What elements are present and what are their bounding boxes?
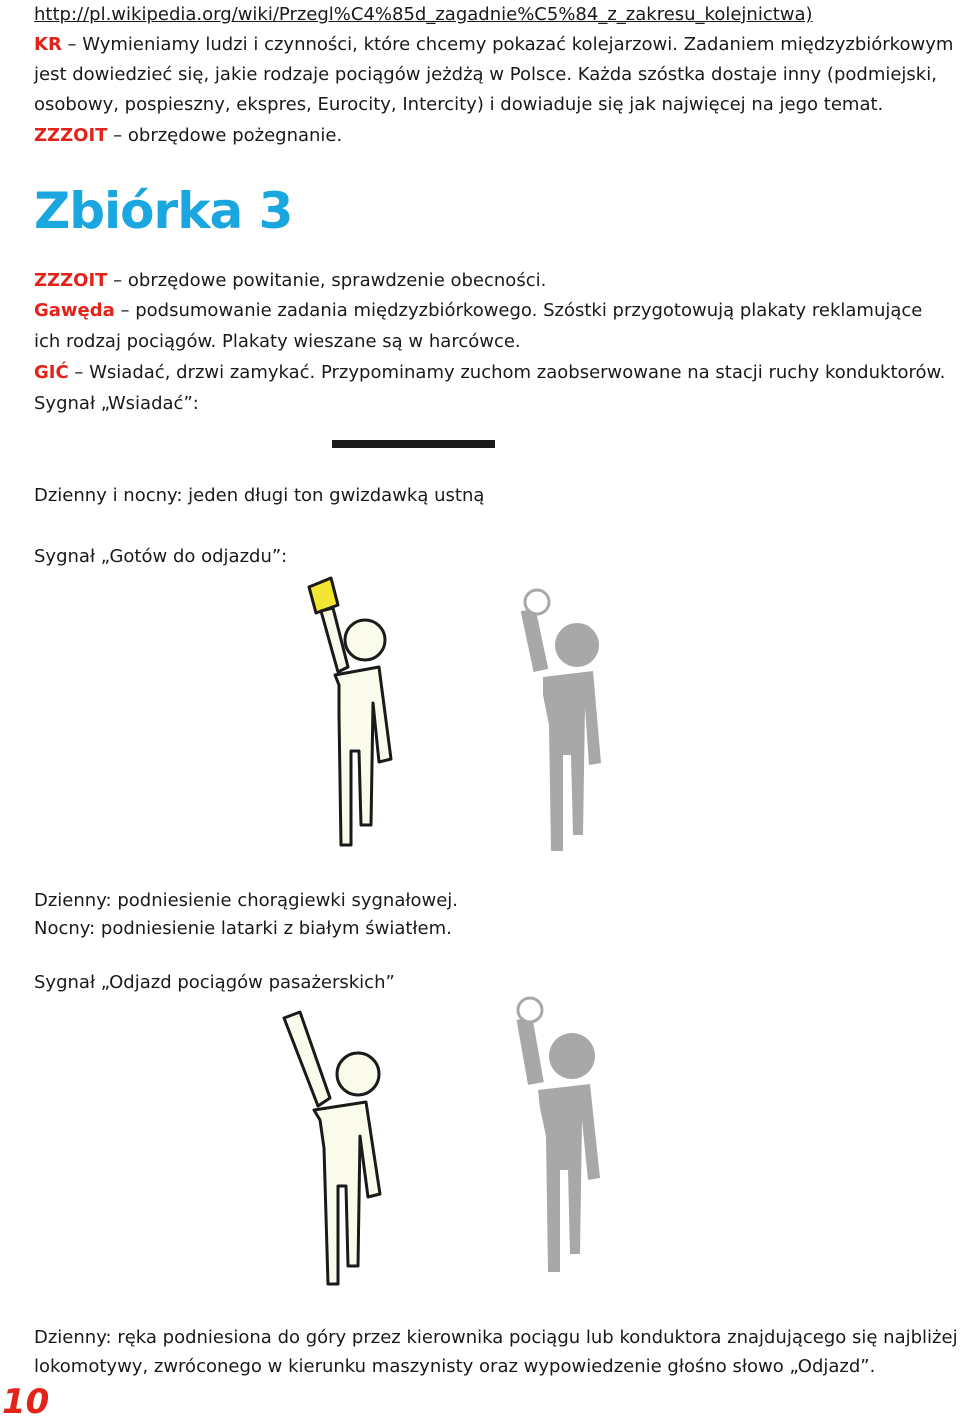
gaweda-text-1: – podsumowanie zadania międzyzbiórkowego. Szóstki przygotowują plakaty reklamujące [114, 300, 923, 321]
page-number: 10 [2, 1382, 50, 1422]
signal-2-title: Sygnał „Gotów do odjazdu”: [34, 546, 288, 567]
signal-1-description: Dzienny i nocny: jeden długi ton gwizdawką ustną [34, 485, 485, 506]
zzzoit-label-2: ZZZOIT [34, 270, 108, 291]
gic-line [34, 358, 945, 388]
conductor-flag-figure [295, 575, 415, 865]
signal-2-day-description: Dzienny: podniesienie chorągiewki sygnałowej. [34, 890, 458, 911]
zzzoit-farewell [34, 121, 342, 151]
kr-label: KR [34, 34, 62, 55]
conductor-lamp-figure-2 [508, 992, 628, 1287]
gic-label: GIĆ [34, 362, 69, 383]
gaweda-line-1 [34, 296, 922, 326]
long-tone-dash [332, 440, 495, 448]
conductor-raised-hand-figure [278, 1008, 408, 1300]
gic-text: – Wsiadać, drzwi zamykać. Przypominamy zuchom zaobserwowane na stacji ruchy konduktorów. [68, 362, 946, 383]
kr-paragraph-line-1 [34, 30, 953, 60]
source-url[interactable]: http://pl.wikipedia.org/wiki/Przegl%C4%85d_zagadnie%C5%84_z_zakresu_kolejnictwa) [34, 4, 813, 25]
signal-3-title: Sygnał „Odjazd pociągów pasażerskich” [34, 972, 395, 993]
gaweda-label: Gawęda [34, 300, 115, 321]
signal-1-title: Sygnał „Wsiadać”: [34, 393, 199, 414]
zzzoit-farewell-text: – obrzędowe pożegnanie. [107, 125, 343, 146]
kr-paragraph-line-3: osobowy, pospieszny, ekspres, Eurocity, Intercity) i dowiaduje się jak najwięcej na jego temat. [34, 94, 884, 115]
zzzoit-label: ZZZOIT [34, 125, 108, 146]
source-link[interactable] [34, 0, 813, 30]
zzzoit-greeting-text: – obrzędowe powitanie, sprawdzenie obecności. [107, 270, 547, 291]
kr-paragraph-line-2: jest dowiedzieć się, jakie rodzaje pociągów jeżdżą w Polsce. Każda szóstka dostaje inny (podmiejski, [34, 64, 937, 85]
lamp-icon [525, 590, 549, 614]
signal-3-description-1: Dzienny: ręka podniesiona do góry przez kierownika pociągu lub konduktora znajdującego się najbliżej [34, 1327, 958, 1348]
section-title: Zbiórka 3 [34, 182, 293, 240]
signal-3-description-2: lokomotywy, zwróconego w kierunku maszynisty oraz wypowiedzenie głośno słowo „Odjazd”. [34, 1356, 876, 1377]
conductor-lamp-figure [515, 585, 635, 865]
gaweda-line-2: ich rodzaj pociągów. Plakaty wieszane są w harcówce. [34, 331, 521, 352]
kr-text-1: – Wymieniamy ludzi i czynności, które chcemy pokazać kolejarzowi. Zadaniem międzyzbiórkowym [61, 34, 954, 55]
lamp-icon-2 [518, 998, 542, 1022]
signal-2-night-description: Nocny: podniesienie latarki z białym światłem. [34, 918, 452, 939]
zzzoit-greeting [34, 266, 546, 296]
